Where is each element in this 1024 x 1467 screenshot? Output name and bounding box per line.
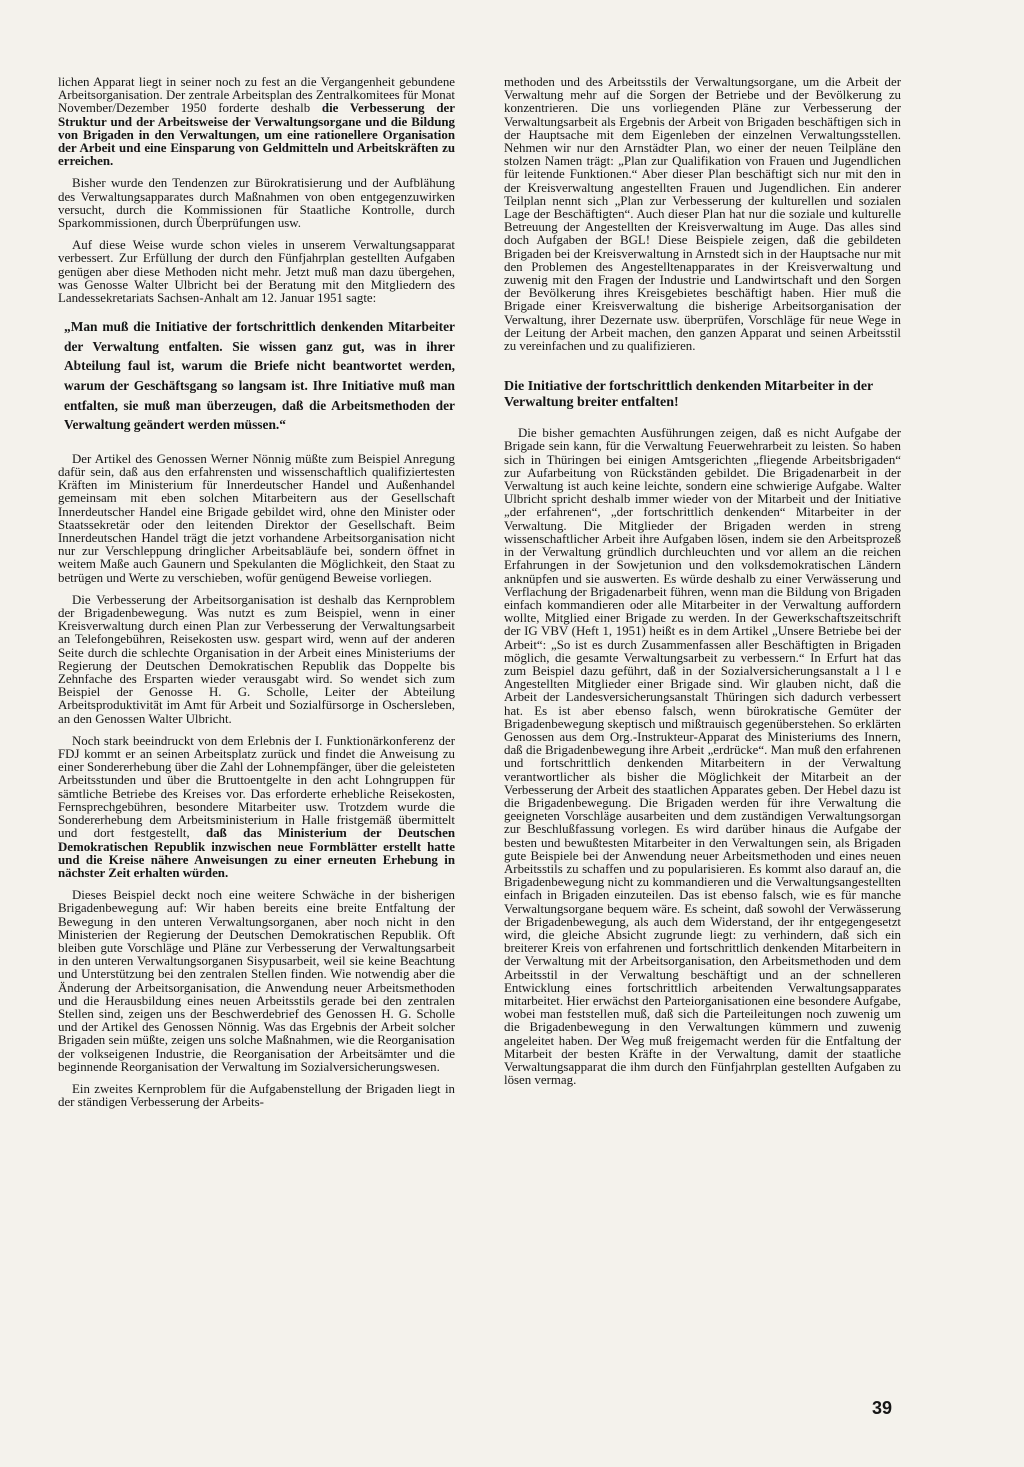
paragraph <box>58 735 455 880</box>
right-column <box>504 76 901 1096</box>
paragraph: Bisher wurde den Tendenzen zur Bürokratisierung und der Aufblähung des Verwaltungsapparates durch Maßnahmen von oben entgegenzuwirken versucht, durch die Kommissionen für Staatliche Kontrolle, durch Sparkommissionen, durch Überprüfungen usw. <box>58 176 455 231</box>
paragraph: Auf diese Weise wurde schon vieles in unserem Verwaltungsapparat verbessert. Zur Erfüllung der durch den Fünfjahrplan gestellten Aufgaben genügen aber diese Methoden nicht mehr. Jetzt muß man dazu übergehen, was Genosse Walter Ulbricht bei der Beratung mit den Mitgliedern des Landessekretariats Sachsen-Anhalt am 12. Januar 1951 sagte: <box>58 238 455 306</box>
paragraph: Die bisher gemachten Ausführungen zeigen, daß es nicht Aufgabe der Brigade sein kann, für die Verwaltung Feuerwehrarbeit zu leisten. So haben sich in Thüringen bei einigen Amtsgerichten „fliegende Arbeitsbrigaden“ zur Aufarbeitung von Rückständen gebildet. Die Brigadenarbeit in der Verwaltung ist auch keine leichte, sondern eine schwierige Aufgabe. Walter Ulbricht spricht deshalb immer wieder von der Mitarbeit und der Initiative „der erfahrenen“, „der fortschrittlich denkenden“ Mitarbeiter in der Verwaltung. Die Mitglieder der Brigaden werden in streng wissenschaftlicher Arbeit ihre Aufgaben lösen, indem sie den Arbeitsprozeß in der Verwaltung gründlich durchleuchten und vor allem an die reichen Erfahrungen in der Sowjetunion und den volksdemokratischen Ländern anknüpfen und sie auswerten. Es würde deshalb zu einer Verwässerung und Verflachung der Brigadenarbeit führen, wenn man die Bildung von Brigaden einfach kommandieren oder alle Mitarbeiter in der Verwaltung auffordern wollte, Mitglied einer Brigade zu werden. In der Gewerkschaftszeitschrift der IG VBV (Heft 1, 1951) heißt es in dem Artikel „Unsere Betriebe bei der Arbeit“: „So ist es durch Zusammenfassen aller Beschäftigten in Brigaden möglich, die gesamte Verwaltungsarbeit zu verbessern.“ In Erfurt hat das zum Beispiel dazu geführt, daß in der Sozialversicherungsanstalt a l l e Angestellten Mitglieder einer Brigade sind. Wir glauben nicht, daß die Arbeit der Landesversicherungsanstalt Thüringen sich dadurch verbessert hat. Es ist aber ebenso falsch, wenn bürokratische Gemüter der Brigadenbewegung skeptisch und mißtrauisch gegenüberstehen. So erklärten Genossen aus dem Org.-Instrukteur-Apparat des Ministeriums des Innern, daß die Brigadenbewegung ihre Arbeit „erdrücke“. Man muß den erfahrenen und fortschrittlich denkenden Mitarbeitern in der Verwaltung verantwortlicher als bisher die Möglichkeit der Mitarbeit an der Verbesserung der Arbeit des staatlichen Apparates geben. Der Hebel dazu ist die Brigadenbewegung. Die Brigaden werden für ihre Verwaltung die geeigneten Vorschläge ausarbeiten und dem zuständigen Verwaltungsorgan zur Beschlußfassung vorlegen. Es wird darüber hinaus die Aufgabe der besten und bewußtesten Mitarbeiter in den Verwaltungen sein, als Brigaden gute Beispiele bei der Anwendung neuer Arbeitsmethoden und eines neuen Arbeitsstils zu schaffen und zu popularisieren. Es kommt also darauf an, die Brigadenbewegung nicht zu kommandieren und die Verwaltungsangestellten einfach in Brigaden einzuteilen. Das ist ebenso falsch, wie es für manche Verwaltungsorgane bequem wäre. Es scheint, daß sowohl der Verwässerung der Brigadenbewegung, als auch dem Widerstand, der ihr entgegengesetzt wird, die gleiche Absicht zugrunde liegt: zu verhindern, daß sich ein breiterer Kreis von erfahrenen und fortschrittlich denkenden Mitarbeitern in der Verwaltung mit der Arbeitsorganisation, den Arbeitsmethoden und dem Arbeitsstil in der Verwaltung beschäftigt und an der schnelleren Entwicklung eines fortschrittlich arbeitenden Verwaltungsapparates mitarbeitet. Hier erwächst den Parteiorganisationen eine besondere Aufgabe, wobei man feststellen muß, daß sich die Parteileitungen noch zuwenig um die Brigadenbewegung in den Verwaltungen kümmern und zuwenig angeleitet haben. Der Weg muß freigemacht werden für die Entfaltung der Mitarbeit der besten Kräfte in der Verwaltung, damit der staatliche Verwaltungsapparat die ihm durch den Fünfjahrplan gestellten Aufgaben zu lösen vermag. <box>504 426 901 1088</box>
paragraph <box>58 76 455 168</box>
paragraph-text: lichen Apparat liegt in seiner noch zu fest an die Vergangenheit gebundene Arbeitsorganisation. Der zentrale Arbeitsplan des Zentralkomitees für Monat November/Dezember 1950 forderte deshalb <box>58 75 455 116</box>
page-number: 39 <box>872 1398 893 1418</box>
paragraph-text: Noch stark beeindruckt von dem Erlebnis der I. Funktionärkonferenz der FDJ kommt er an seinen Arbeitsplatz zurück und findet die Anweisung zu einer Sondererhebung über die Zahl der Lohnempfänger, über die geleisteten Arbeitsstunden und über die Bruttoentgelte in den acht Lohngruppen für sämtliche Betriebe des Kreises vor. Das erforderte erhebliche Reisekosten, Fernsprechgebühren, besondere Mitarbeiter usw. Trotzdem wurde die Sondererhebung dem Arbeitsministerium in Halle fristgemäß übermittelt und dort festgestellt, <box>58 733 455 841</box>
paragraph: Der Artikel des Genossen Werner Nönnig müßte zum Beispiel Anregung dafür sein, daß aus den erfahrensten und wissenschaftlich qualifiziertesten Kräften im Ministerium für Innerdeutscher Handel und Außenhandel gemeinsam mit eben solchen Mitarbeitern aus der Gesellschaft Innerdeutscher Handel eine Brigade gebildet wird, ohne den Minister oder Staatssekretär oder den leitenden Direktor der Gesellschaft. Beim Innerdeutschen Handel trägt die jetzt vorhandene Arbeitsorganisation nicht nur zur Verschleppung dringlicher Arbeitsabläufe bei, sondern öffnet in weitem Maße auch Gaunern und Spekulanten die Möglichkeit, den Staat zu betrügen und Werte zu verschieben, wofür genügend Beweise vorliegen. <box>58 451 455 585</box>
bold-passage: daß das Ministerium der Deutschen Demokratischen Republik inzwischen neue Formblätter erstellt hatte und die Kreise nähere Anweisungen zu einer erneuten Erhebung in nächster Zeit erhalten würden. <box>58 826 455 880</box>
section-heading: Die Initiative der fortschrittlich denkenden Mitarbeiter in der Verwaltung breiter entfalten! <box>504 379 874 411</box>
paragraph: Ein zweites Kernproblem für die Aufgabenstellung der Brigaden liegt in der ständigen Verbesserung der Arbeits- <box>58 1081 455 1110</box>
paragraph: Dieses Beispiel deckt noch eine weitere Schwäche in der bisherigen Brigadenbewegung auf: Wir haben bereits eine breite Entfaltung der Bewegung in den unteren Verwaltungsorganen, aber noch nicht in den Ministerien der Regierung der Deutschen Demokratischen Republik. Oft bleiben gute Vorschläge und Pläne zur Verbesserung der Verwaltungsarbeit in den unteren Verwaltungsorganen Sisypusarbeit, weil sie keine Beachtung und Unterstützung bei den zentralen Stellen finden. Wie notwendig aber die Änderung der Arbeitsorganisation, die Anwendung neuer Arbeitsmethoden und die Herausbildung eines neuen Arbeitsstils gerade bei den zentralen Stellen sind, zeigen uns der Beschwerdebrief des Genossen H. G. Scholle und der Artikel des Genossen Nönnig. Was das Ergebnis der Arbeit solcher Brigaden sein müßte, zeigen uns solche Maßnahmen, wie die Reorganisation der volkseigenen Industrie, die Reorganisation der Arbeitsämter und die beginnende Reorganisation der Verwaltung im Sozialversicherungswesen. <box>58 888 455 1074</box>
paragraph: Die Verbesserung der Arbeitsorganisation ist deshalb das Kernproblem der Brigadenbewegung. Was nutzt es zum Beispiel, wenn in einer Kreisverwaltung durch einen Plan zur Verbesserung der Verwaltungsarbeit an Telefongebühren, Reisekosten usw. gespart wird, wenn auf der anderen Seite durch die schlechte Organisation in der Arbeit eines Ministeriums der Regierung der Deutschen Demokratischen Republik das Doppelte bis Zehnfache des Ersparten wieder verausgabt wird. So wendet sich zum Beispiel der Genosse H. G. Scholle, Leiter der Abteilung Arbeitsproduktivität im Amt für Arbeit und Sozialfürsorge in Oschersleben, an den Genossen Walter Ulbricht. <box>58 592 455 726</box>
paragraph: methoden und des Arbeitsstils der Verwaltungsorgane, um die Arbeit der Verwaltung mehr auf die Sorgen der Betriebe und der Bevölkerung zu konzentrieren. Die uns vorliegenden Pläne zur Verbesserung der Verwaltungsarbeit als Ergebnis der Arbeit von Brigaden beschäftigen sich in der Hauptsache mit dem Eigenleben der einzelnen Verwaltungsstellen. Nehmen wir nur den Arnstädter Plan, wo einer der neuen Teilpläne den stolzen Namen trägt: „Plan zur Qualifikation von Frauen und Jugendlichen für leitende Funktionen.“ Aber dieser Plan beschäftigt sich nur mit den in der Kreisverwaltung angestellten Frauen und Jugendlichen. Ein anderer Teilplan nennt sich „Plan zur Verbesserung der kulturellen und sozialen Lage der Beschäftigten“. Auch dieser Plan hat nur die soziale und kulturelle Betreuung der Angestellten der Kreisverwaltung im Auge. Das alles sind doch Aufgaben der BGL! Diese Beispiele zeigen, daß die gebildeten Brigaden bei der Kreisverwaltung in Arnstedt sich in der Hauptsache nur mit den Problemen des Angestelltenapparates in der Kreisverwaltung und zuwenig mit den Fragen der Industrie und Landwirtschaft und den Sorgen der Bevölkerung ihres Kreisgebietes beschäftigt haben. Hier muß die Brigade einer Kreisverwaltung die bisherige Arbeitsorganisation der Verwaltung, ihrer Dezernate usw. überprüfen, Vorschläge für neue Wege in der Leitung der Arbeit machen, den ganzen Apparat und seinen Arbeitsstil zu vereinfachen und zu qualifizieren. <box>504 75 901 354</box>
bold-passage: die Verbesserung der Struktur und der Arbeitsweise der Verwaltungsorgane und die Bildung von Brigaden in den Verwaltungen, um eine rationellere Organisation der Arbeit und eine Einsparung von Geldmitteln und Arbeitskräften zu erreichen. <box>58 101 455 169</box>
left-column <box>58 76 455 1118</box>
ulbricht-quote: „Man muß die Initiative der fortschrittlich denkenden Mitarbeiter der Verwaltung entfalten. Sie wissen ganz gut, was in ihrer Abteilung faul ist, warum die Briefe nicht beantwortet werden, warum der Geschäftsgang so langsam ist. Ihre Initiative muß man entfalten, sie muß man überzeugen, daß die Arbeitsmethoden der Verwaltung geändert werden müssen.“ <box>64 319 455 433</box>
